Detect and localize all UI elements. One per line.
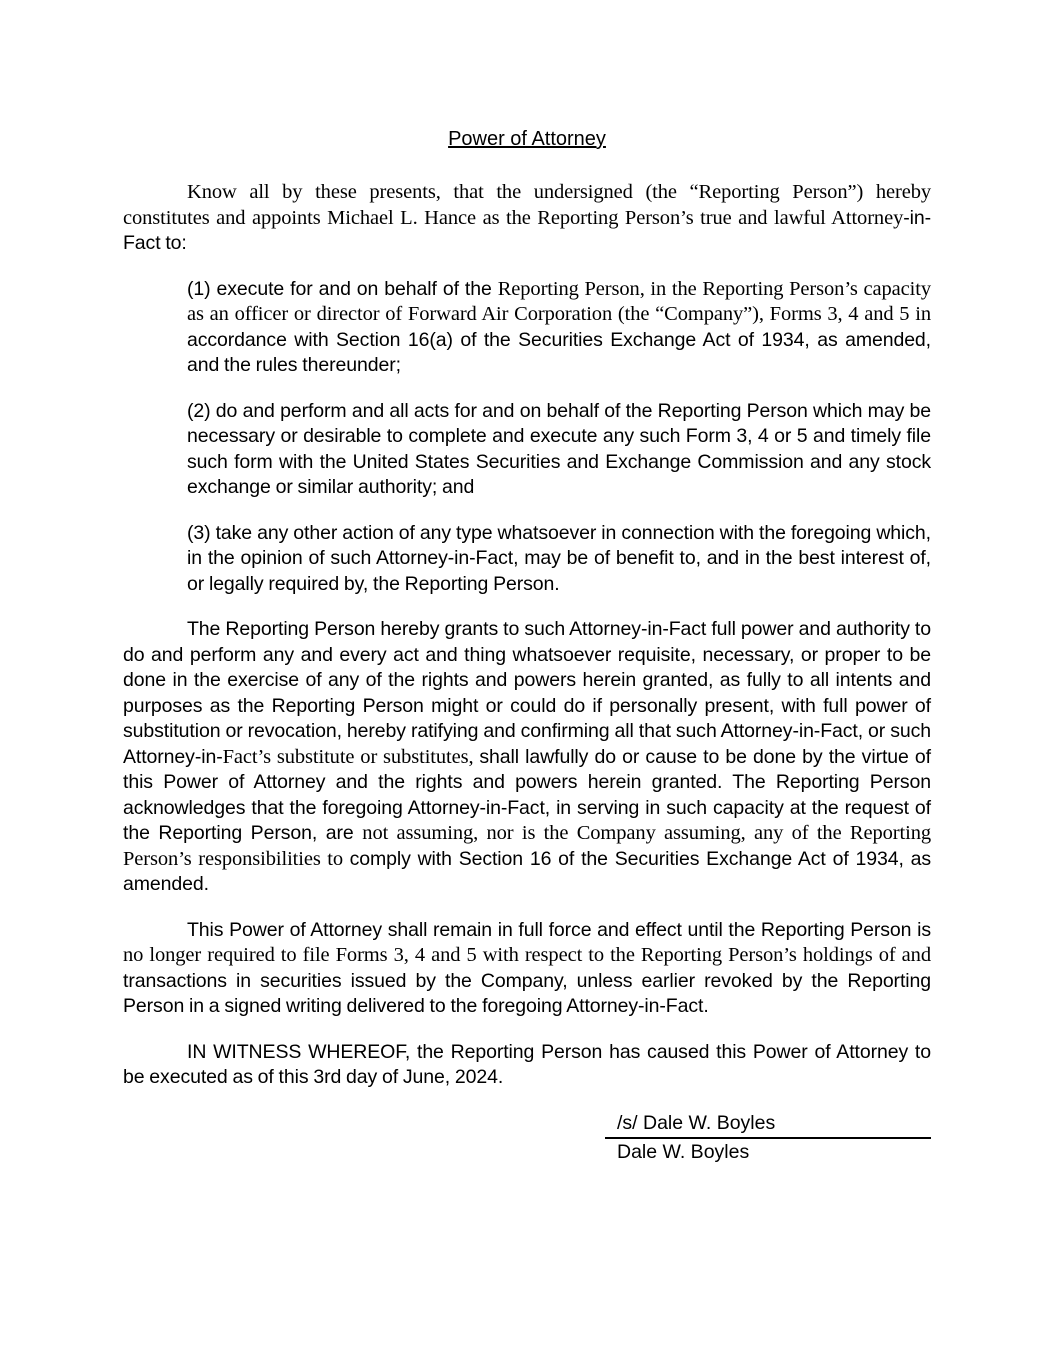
text-run: (1) execute for and on behalf of the [187,277,498,300]
paragraph-clause-1 [123,277,931,379]
paragraph-clause-2 [123,399,931,501]
paragraph-grant-of-authority [123,617,931,898]
paragraph-duration [123,918,931,1020]
paragraph-witness [123,1040,931,1091]
paragraph-clause-3 [123,521,931,598]
document-body [123,180,931,1091]
text-run: comply with Section 16 of the Securities Exchange Act of 1934, as amended. [123,847,931,895]
text-run: Fact’s substitute or substitutes, [222,745,480,768]
text-run: Know all by these presents, that the undersigned (the “Reporting Person”) hereby constitutes and appoints Michael L. Hance as the Reporting Person’s true and lawful Attorney [123,181,931,229]
text-run: accordance with Section 16(a) of the Securities Exchange Act of 1934, as amended, and the rules thereunder; [187,328,931,376]
paragraph-opening [123,180,931,257]
text-run: IN WITNESS WHEREOF, the Reporting Person has caused this Power of Attorney to be executed as of this 3rd day of June, 2024. [123,1040,931,1088]
text-run: shall lawfully do or cause to be done by the virtue of this Power of Attorney and the rights and powers herein granted. The Reporting Person acknowledges that the foregoing Attorney-in-Fact, in serving in such capacity at the request of the Reporting Person, are [123,745,931,844]
text-run: transactions in securities issued by the Company, unless earlier revoked by the Reporting Person in a signed writing delivered to the foregoing Attorney-in-Fact. [123,969,931,1017]
text-run: no longer required to file Forms 3, 4 and 5 with respect to the Reporting Person’s holdings of and [123,944,931,966]
text-run: (2) do and perform and all acts for and on behalf of the Reporting Person which may be necessary or desirable to complete and execute any such Form 3, 4 or 5 and timely file such form with the United States Securities and Exchange Commission and any stock exchange or similar authority; and [187,399,931,498]
signature-block [605,1111,931,1165]
document-title: Power of Attorney [448,128,606,150]
signature-rule [605,1111,931,1139]
text-run: The Reporting Person hereby grants to such Attorney-in-Fact full power and authority to do and perform any and every act and thing whatsoever requisite, necessary, or proper to be done in the exercise of any of the rights and powers herein granted, as fully to all intents and purposes as the Reporting Person might or could do if personally present, with full power of substitution or revocation, hereby ratifying and confirming all that such Attorney-in-Fact, or such Attorney-in- [123,618,931,768]
text-run: -in-Fact to: [123,206,931,254]
text-run: (3) take any other action of any type whatsoever in connection with the foregoing which, in the opinion of such Attorney-in-Fact, may be of benefit to, and in the best interest of, or legally required by, the Reporting Person. [187,521,931,595]
signature-printed-name: Dale W. Boyles [617,1140,750,1163]
text-run: not assuming, nor is the Company assuming, any of the Reporting Person’s responsibilities to [123,822,931,870]
signature-text: /s/ Dale W. Boyles [617,1111,776,1134]
text-run: This Power of Attorney shall remain in full force and effect until the Reporting Person is [187,918,931,941]
text-run: Reporting Person, in the Reporting Person’s capacity as an officer or director of Forward Air Corporation (the “Company”), Forms 3, 4 and 5 in [187,277,931,325]
